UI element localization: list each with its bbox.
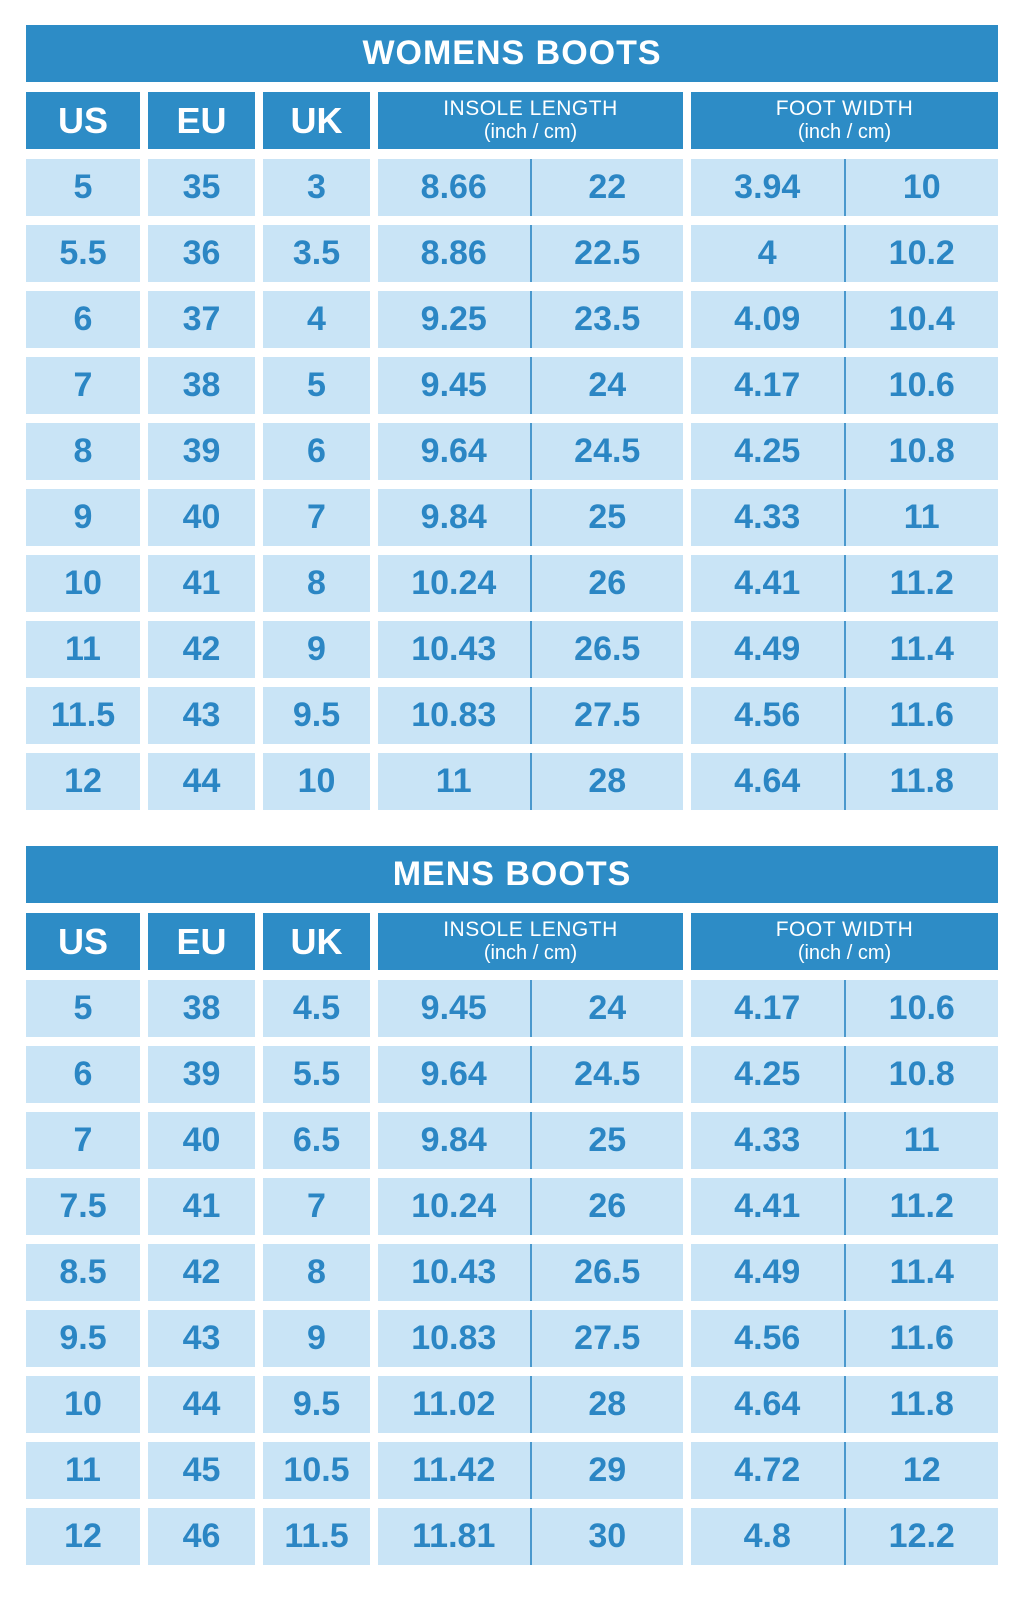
foot-width-header-title: FOOT WIDTH xyxy=(775,96,914,120)
us-value: 9.5 xyxy=(26,1310,140,1367)
cm-value: 10.8 xyxy=(888,432,955,470)
eu-value: 38 xyxy=(148,980,255,1037)
cm-value: 10.6 xyxy=(888,366,955,404)
eu-value: 39 xyxy=(148,1046,255,1103)
eu-value: 44 xyxy=(148,753,255,810)
uk-value: 9 xyxy=(263,621,370,678)
cm-value: 11 xyxy=(903,498,940,536)
inch-value: 4 xyxy=(757,234,777,272)
mens-boots-table xyxy=(26,846,998,1565)
foot-width-value xyxy=(691,489,998,546)
us-value: 7 xyxy=(26,357,140,414)
inch-value: 4.33 xyxy=(734,498,801,536)
inch-value: 4.56 xyxy=(734,1319,801,1357)
cm-value: 29 xyxy=(588,1451,627,1489)
table-row xyxy=(26,555,998,612)
inch-value: 8.66 xyxy=(420,168,487,206)
table-row xyxy=(26,423,998,480)
inch-value: 4.8 xyxy=(743,1517,791,1555)
foot-width-value xyxy=(691,1046,998,1103)
eu-value: 40 xyxy=(148,1112,255,1169)
us-value: 7 xyxy=(26,1112,140,1169)
column-header-row xyxy=(26,913,998,970)
insole-length-header-title: INSOLE LENGTH xyxy=(443,917,618,941)
cm-value: 24.5 xyxy=(574,432,641,470)
insole-length-value xyxy=(378,1244,683,1301)
insole-length-value xyxy=(378,1112,683,1169)
eu-value: 37 xyxy=(148,291,255,348)
cm-value: 24 xyxy=(588,989,627,1027)
inch-value: 10.24 xyxy=(411,564,497,602)
insole-length-value xyxy=(378,225,683,282)
us-value: 6 xyxy=(26,1046,140,1103)
uk-header: UK xyxy=(263,913,370,970)
cm-value: 26 xyxy=(588,564,627,602)
insole-length-value xyxy=(378,1376,683,1433)
inch-value: 9.45 xyxy=(420,366,487,404)
cm-value: 22 xyxy=(588,168,627,206)
foot-width-value xyxy=(691,980,998,1037)
table-title: WOMENS BOOTS xyxy=(26,25,998,82)
eu-value: 41 xyxy=(148,555,255,612)
eu-value: 46 xyxy=(148,1508,255,1565)
insole-length-value xyxy=(378,1046,683,1103)
us-value: 8.5 xyxy=(26,1244,140,1301)
us-header: US xyxy=(26,913,140,970)
eu-value: 35 xyxy=(148,159,255,216)
uk-value: 8 xyxy=(263,1244,370,1301)
table-row xyxy=(26,1310,998,1367)
womens-boots-table xyxy=(26,25,998,810)
table-row xyxy=(26,1442,998,1499)
uk-value: 9 xyxy=(263,1310,370,1367)
uk-value: 7 xyxy=(263,489,370,546)
cm-value: 25 xyxy=(588,1121,627,1159)
us-value: 11 xyxy=(26,1442,140,1499)
us-value: 10 xyxy=(26,555,140,612)
us-value: 11.5 xyxy=(26,687,140,744)
insole-length-value xyxy=(378,159,683,216)
foot-width-value xyxy=(691,1178,998,1235)
inch-value: 11.81 xyxy=(412,1517,496,1555)
foot-width-value xyxy=(691,1376,998,1433)
foot-width-value xyxy=(691,1244,998,1301)
inch-value: 4.41 xyxy=(734,1187,801,1225)
inch-value: 10.43 xyxy=(411,630,497,668)
inch-value: 9.25 xyxy=(420,300,487,338)
cm-value: 26.5 xyxy=(574,1253,641,1291)
eu-value: 45 xyxy=(148,1442,255,1499)
inch-value: 4.49 xyxy=(734,1253,801,1291)
uk-value: 5.5 xyxy=(263,1046,370,1103)
foot-width-value xyxy=(691,1112,998,1169)
cm-value: 27.5 xyxy=(574,696,641,734)
inch-value: 4.25 xyxy=(734,432,801,470)
cm-value: 11 xyxy=(903,1121,940,1159)
foot-width-header-units: (inch / cm) xyxy=(797,942,892,965)
inch-value: 11.42 xyxy=(412,1451,496,1489)
us-value: 11 xyxy=(26,621,140,678)
table-rows xyxy=(26,980,998,1565)
inch-value: 10.24 xyxy=(411,1187,497,1225)
insole-length-value xyxy=(378,1442,683,1499)
foot-width-value xyxy=(691,159,998,216)
cm-value: 11.8 xyxy=(889,1385,954,1423)
foot-width-value xyxy=(691,1310,998,1367)
cm-value: 11.4 xyxy=(889,630,954,668)
insole-length-value xyxy=(378,980,683,1037)
uk-value: 8 xyxy=(263,555,370,612)
cm-value: 23.5 xyxy=(574,300,641,338)
cm-value: 28 xyxy=(588,762,627,800)
eu-value: 36 xyxy=(148,225,255,282)
inch-value: 9.84 xyxy=(420,1121,487,1159)
uk-value: 4 xyxy=(263,291,370,348)
table-row xyxy=(26,489,998,546)
table-row xyxy=(26,1046,998,1103)
uk-value: 6 xyxy=(263,423,370,480)
insole-length-value xyxy=(378,687,683,744)
table-row xyxy=(26,357,998,414)
us-value: 12 xyxy=(26,753,140,810)
eu-value: 38 xyxy=(148,357,255,414)
uk-value: 3 xyxy=(263,159,370,216)
foot-width-header xyxy=(691,92,998,149)
us-value: 10 xyxy=(26,1376,140,1433)
uk-value: 4.5 xyxy=(263,980,370,1037)
cm-value: 10.2 xyxy=(888,234,955,272)
inch-value: 11 xyxy=(435,762,472,800)
foot-width-header xyxy=(691,913,998,970)
table-rows xyxy=(26,159,998,810)
table-title: MENS BOOTS xyxy=(26,846,998,903)
cm-value: 22.5 xyxy=(574,234,641,272)
insole-length-value xyxy=(378,621,683,678)
us-value: 9 xyxy=(26,489,140,546)
inch-value: 4.25 xyxy=(734,1055,801,1093)
cm-value: 28 xyxy=(588,1385,627,1423)
cm-value: 24.5 xyxy=(574,1055,641,1093)
eu-value: 43 xyxy=(148,687,255,744)
inch-value: 4.09 xyxy=(734,300,801,338)
foot-width-value xyxy=(691,1508,998,1565)
foot-width-header-title: FOOT WIDTH xyxy=(775,917,914,941)
inch-value: 4.49 xyxy=(734,630,801,668)
inch-value: 9.45 xyxy=(420,989,487,1027)
table-row xyxy=(26,225,998,282)
foot-width-value xyxy=(691,687,998,744)
us-value: 7.5 xyxy=(26,1178,140,1235)
insole-length-value xyxy=(378,1508,683,1565)
inch-value: 10.83 xyxy=(411,1319,497,1357)
insole-length-value xyxy=(378,291,683,348)
inch-value: 4.33 xyxy=(734,1121,801,1159)
us-value: 5 xyxy=(26,980,140,1037)
insole-length-header-units: (inch / cm) xyxy=(483,121,578,144)
column-header-row xyxy=(26,92,998,149)
table-row xyxy=(26,621,998,678)
foot-width-value xyxy=(691,753,998,810)
insole-length-value xyxy=(378,423,683,480)
foot-width-value xyxy=(691,423,998,480)
eu-value: 44 xyxy=(148,1376,255,1433)
table-row xyxy=(26,687,998,744)
table-row xyxy=(26,1112,998,1169)
us-value: 5.5 xyxy=(26,225,140,282)
cm-value: 10.8 xyxy=(888,1055,955,1093)
table-row xyxy=(26,291,998,348)
cm-value: 10 xyxy=(902,168,941,206)
foot-width-value xyxy=(691,357,998,414)
foot-width-value xyxy=(691,621,998,678)
us-header: US xyxy=(26,92,140,149)
eu-value: 40 xyxy=(148,489,255,546)
cm-value: 30 xyxy=(588,1517,627,1555)
inch-value: 4.41 xyxy=(734,564,801,602)
insole-length-value xyxy=(378,1310,683,1367)
eu-value: 39 xyxy=(148,423,255,480)
inch-value: 11.02 xyxy=(412,1385,496,1423)
inch-value: 8.86 xyxy=(420,234,487,272)
uk-value: 7 xyxy=(263,1178,370,1235)
inch-value: 10.43 xyxy=(411,1253,497,1291)
eu-header: EU xyxy=(148,913,255,970)
inch-value: 3.94 xyxy=(734,168,801,206)
eu-value: 41 xyxy=(148,1178,255,1235)
cm-value: 27.5 xyxy=(574,1319,641,1357)
us-value: 8 xyxy=(26,423,140,480)
inch-value: 4.72 xyxy=(734,1451,801,1489)
insole-length-value xyxy=(378,555,683,612)
foot-width-value xyxy=(691,1442,998,1499)
inch-value: 9.64 xyxy=(420,432,487,470)
table-row xyxy=(26,1244,998,1301)
uk-value: 10 xyxy=(263,753,370,810)
table-row xyxy=(26,1178,998,1235)
inch-value: 4.17 xyxy=(734,366,801,404)
uk-header: UK xyxy=(263,92,370,149)
us-value: 5 xyxy=(26,159,140,216)
table-row xyxy=(26,753,998,810)
inch-value: 10.83 xyxy=(411,696,497,734)
foot-width-value xyxy=(691,555,998,612)
inch-value: 4.56 xyxy=(734,696,801,734)
insole-length-value xyxy=(378,357,683,414)
inch-value: 9.64 xyxy=(420,1055,487,1093)
cm-value: 12.2 xyxy=(888,1517,955,1555)
insole-length-header xyxy=(378,92,683,149)
insole-length-header-units: (inch / cm) xyxy=(483,942,578,965)
table-row xyxy=(26,1508,998,1565)
cm-value: 12 xyxy=(902,1451,941,1489)
insole-length-value xyxy=(378,1178,683,1235)
cm-value: 11.2 xyxy=(889,1187,954,1225)
uk-value: 9.5 xyxy=(263,1376,370,1433)
table-row xyxy=(26,1376,998,1433)
cm-value: 10.4 xyxy=(888,300,955,338)
cm-value: 26 xyxy=(588,1187,627,1225)
eu-value: 42 xyxy=(148,1244,255,1301)
insole-length-value xyxy=(378,753,683,810)
uk-value: 3.5 xyxy=(263,225,370,282)
foot-width-header-units: (inch / cm) xyxy=(797,121,892,144)
insole-length-header xyxy=(378,913,683,970)
foot-width-value xyxy=(691,225,998,282)
cm-value: 11.4 xyxy=(889,1253,954,1291)
inch-value: 4.17 xyxy=(734,989,801,1027)
foot-width-value xyxy=(691,291,998,348)
cm-value: 11.6 xyxy=(889,1319,954,1357)
inch-value: 9.84 xyxy=(420,498,487,536)
table-row xyxy=(26,159,998,216)
eu-value: 42 xyxy=(148,621,255,678)
eu-value: 43 xyxy=(148,1310,255,1367)
uk-value: 10.5 xyxy=(263,1442,370,1499)
insole-length-value xyxy=(378,489,683,546)
cm-value: 11.2 xyxy=(889,564,954,602)
us-value: 6 xyxy=(26,291,140,348)
inch-value: 4.64 xyxy=(734,1385,801,1423)
uk-value: 6.5 xyxy=(263,1112,370,1169)
cm-value: 24 xyxy=(588,366,627,404)
uk-value: 11.5 xyxy=(263,1508,370,1565)
inch-value: 4.64 xyxy=(734,762,801,800)
eu-header: EU xyxy=(148,92,255,149)
uk-value: 9.5 xyxy=(263,687,370,744)
insole-length-header-title: INSOLE LENGTH xyxy=(443,96,618,120)
cm-value: 10.6 xyxy=(888,989,955,1027)
uk-value: 5 xyxy=(263,357,370,414)
cm-value: 11.6 xyxy=(889,696,954,734)
table-row xyxy=(26,980,998,1037)
cm-value: 11.8 xyxy=(889,762,954,800)
us-value: 12 xyxy=(26,1508,140,1565)
cm-value: 25 xyxy=(588,498,627,536)
cm-value: 26.5 xyxy=(574,630,641,668)
